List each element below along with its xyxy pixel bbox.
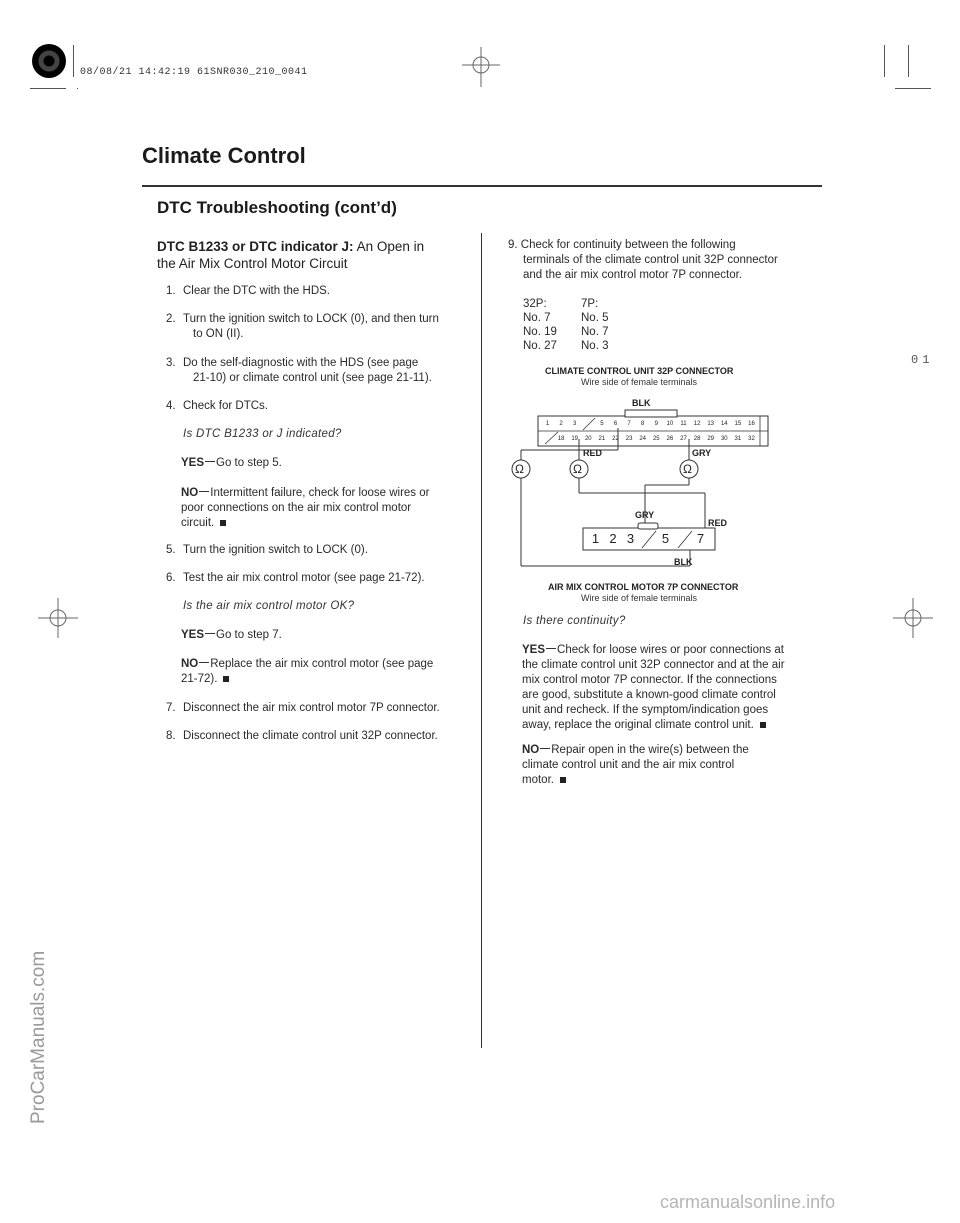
crop-mark: [895, 88, 931, 89]
conn32-terminal: 32: [748, 436, 755, 442]
conn32-terminal: 20: [584, 436, 592, 442]
conn32-terminal: 12: [693, 421, 701, 427]
question-2: Is the air mix control motor OK?: [183, 600, 355, 612]
conn7-terminal: 5: [661, 531, 670, 546]
wiring-diagram: [500, 390, 790, 580]
conn7-sub: Wire side of female terminals: [581, 593, 698, 603]
end-marker: [223, 676, 229, 682]
wire-label-gry-2: GRY: [635, 510, 655, 520]
conn32-terminal: 16: [748, 421, 755, 427]
terminal-table: 32P: 7P: No. 7 No. 5 No. 19 No. 7 No. 27 No. 3: [523, 298, 609, 352]
question-3: Is there continuity?: [523, 615, 626, 627]
conn32-sub: Wire side of female terminals: [581, 377, 698, 387]
crop-mark: [30, 88, 66, 89]
watermark: ProCarManuals.com: [28, 950, 49, 1124]
crop-mark: [908, 45, 909, 77]
conn32-terminal: 5: [600, 421, 604, 427]
end-marker: [760, 722, 766, 728]
conn32-terminal: 2: [559, 421, 563, 427]
conn32-terminal: 19: [571, 436, 579, 442]
wire-label-blk-2: BLK: [674, 557, 693, 567]
wire-label-red: RED: [583, 448, 603, 458]
conn32-terminal: 30: [720, 436, 728, 442]
conn32-terminal: 25: [652, 436, 660, 442]
ohm-symbol-mid: Ω: [573, 462, 582, 476]
crop-mark: [73, 45, 74, 77]
q3-yes: YES Check for loose wires or poor connections at the climate control unit 32P connector and at the air mix control motor 7P connector. If the connections are good, substitute a known-good climate control unit and recheck. If the symptom/indication goes away, replace the original climate control unit.: [522, 644, 785, 731]
conn32-terminal: 31: [734, 436, 742, 442]
q1-no: NO Intermittent failure, check for loose wires or poor connections on the air mix control motor circuit.: [181, 487, 430, 529]
dtc-desc-1: An Open in: [356, 239, 425, 254]
wire-label-blk: BLK: [632, 398, 651, 408]
title-divider: [142, 185, 822, 187]
crosshair-mark-top: [462, 47, 500, 87]
dtc-heading: [157, 238, 424, 272]
ohm-symbol-right: Ω: [683, 462, 692, 476]
step-3: 3. Do the self-diagnostic with the HDS (see page 21-10) or climate control unit (see page 21-11).: [166, 357, 432, 384]
crosshair-mark-left: [38, 598, 78, 638]
conn7-label: AIR MIX CONTROL MOTOR 7P CONNECTOR: [548, 582, 739, 592]
wire-label-red-2: RED: [708, 518, 728, 528]
crosshair-mark-right: [893, 598, 933, 638]
column-divider: [481, 233, 482, 1048]
step-2: 2. Turn the ignition switch to LOCK (0), and then turn to ON (II).: [166, 313, 439, 340]
registration-mark-circle: [32, 44, 66, 78]
q1-yes: YES Go to step 5.: [181, 457, 282, 469]
side-code: 01: [911, 353, 934, 367]
conn32-terminal: 24: [639, 436, 647, 442]
conn32-terminal: 7: [627, 421, 631, 427]
conn32-terminal: 6: [613, 421, 618, 427]
conn32-terminal: 23: [625, 436, 633, 442]
end-marker: [560, 777, 566, 783]
q2-yes: YES Go to step 7.: [181, 629, 282, 641]
wire-label-gry: GRY: [692, 448, 712, 458]
dtc-desc-2: the Air Mix Control Motor Circuit: [157, 256, 348, 271]
conn32-terminal: 13: [707, 421, 715, 427]
end-marker: [220, 520, 226, 526]
conn32-terminal: 1: [545, 421, 550, 427]
conn32-terminal: 29: [707, 436, 715, 442]
conn32-terminal: 26: [666, 436, 674, 442]
conn32-terminal: 27: [680, 436, 687, 442]
q3-no: NO Repair open in the wire(s) between the climate control unit and the air mix control motor.: [522, 744, 749, 786]
conn7-terminal: 1: [591, 531, 600, 546]
step-9: 9. Check for continuity between the following terminals of the climate control unit 32P connector and the air mix control motor 7P connector.: [508, 239, 778, 281]
conn32-terminal: 21: [598, 436, 606, 442]
question-1: Is DTC B1233 or J indicated?: [183, 428, 342, 440]
conn7-terminal: 7: [696, 531, 705, 546]
footer-watermark: carmanualsonline.info: [660, 1192, 836, 1212]
conn7-terminal: 3: [626, 531, 635, 546]
conn32-terminal: 28: [693, 436, 701, 442]
conn32-terminal: 8: [641, 421, 645, 427]
conn32-terminal: 18: [557, 436, 565, 442]
conn32-label: CLIMATE CONTROL UNIT 32P CONNECTOR: [545, 366, 734, 376]
conn32-terminal: 10: [666, 421, 674, 427]
conn32-terminal: 22: [612, 436, 619, 442]
conn32-terminal: 11: [680, 421, 687, 427]
dtc-code: DTC B1233 or DTC indicator J:: [157, 239, 354, 254]
conn32-terminal: 3: [573, 421, 577, 427]
crop-mark: [77, 88, 78, 89]
print-stamp: 08/08/21 14:42:19 61SNR030_210_0041: [80, 67, 308, 78]
crop-mark: [884, 45, 885, 77]
conn32-terminal: 15: [734, 421, 742, 427]
page-title: Climate Control: [142, 143, 306, 168]
conn32-terminal: 14: [720, 421, 728, 427]
section-title: DTC Troubleshooting (cont’d): [157, 198, 397, 217]
conn7-terminal: 2: [609, 531, 617, 546]
q2-no: NO Replace the air mix control motor (see page 21-72).: [181, 658, 434, 685]
conn32-terminal: 9: [654, 421, 658, 427]
ohm-symbol-left: Ω: [515, 462, 524, 476]
